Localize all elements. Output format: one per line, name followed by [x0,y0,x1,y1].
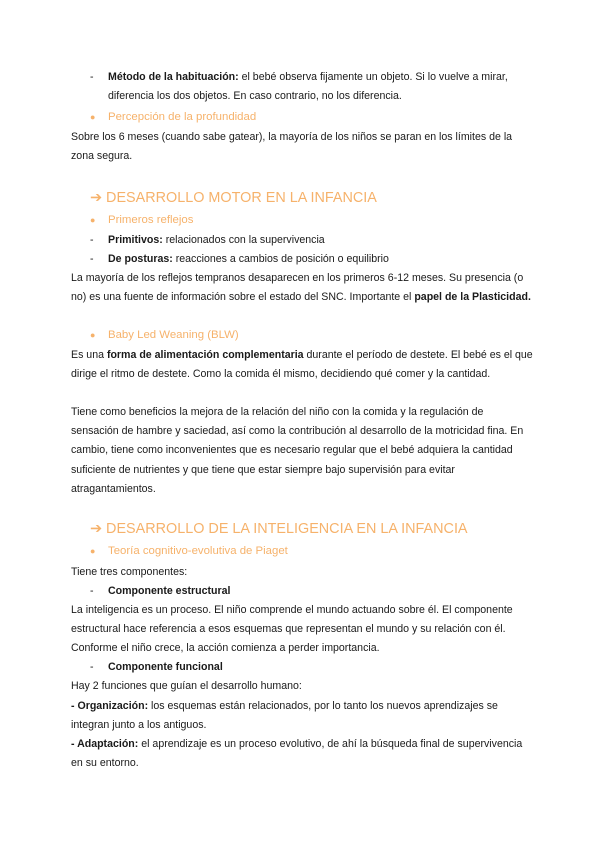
intel-heading: ➔ DESARROLLO DE LA INTELIGENCIA EN LA INFANCIA [90,521,468,537]
reflex-text: La mayoría de los reflejos tempranos desaparecen en los primeros 6-12 meses. Su presencia (o no) es una fuente de información sobre el estado del SNC. Importante el [71,272,524,304]
habituation-text: el bebé observa fijamente un objeto. Si lo vuelve a mirar, diferencia los dos objetos. En caso contrario, no los diferencia. [108,71,508,103]
component-functional-label [108,658,533,677]
blw-pre: Es una [71,349,107,361]
component-structural-label [108,582,533,601]
reflex-paragraph [71,269,533,307]
organization-paragraph [71,697,533,735]
blw-paragraph [71,346,533,384]
depth-paragraph: Sobre los 6 meses (cuando sabe gatear), la mayoría de los niños se paran en los límites de la zona segura. [71,131,513,163]
blw-bold: forma de alimentación complementaria [106,349,304,361]
organization-label: - Organización: [71,700,149,712]
bullet-icon: ● [90,330,96,340]
component-structural-text: La inteligencia es un proceso. El niño comprende el mundo actuando sobre él. El componente estructural hace referencia a esos esquemas que representan el mundo y su relación con él. Conforme el niño crece, la acción comienza a perder importancia. [71,604,513,655]
functions-intro: Hay 2 funciones que guían el desarrollo humano: [71,680,302,692]
blw-subtitle: Baby Led Weaning (BLW) [108,329,239,341]
motor-heading: ➔ DESARROLLO MOTOR EN LA INFANCIA [90,190,377,206]
list-dash: - [90,661,94,673]
reflex-bold: papel de la Plasticidad. [414,291,531,304]
blw-paragraph-2: Tiene como beneficios la mejora de la relación del niño con la comida y la regulación de sensación de hambre y saciedad, así como la contribución al desarrollo de la motricidad fina. En cambio, tiene como inconvenientes que es necesario regular que el bebé adquiera la cantidad suficiente de nutrientes y que tiene que estar siempre bajo supervisión para evitar atragantamientos. [71,406,524,495]
reflexes-subtitle: Primeros reflejos [108,214,194,226]
piaget-subtitle: Teoría cognitivo-evolutiva de Piaget [108,545,288,557]
intel-intro: Tiene tres componentes: [71,566,188,578]
reflex-item-label: Primitivos: [108,234,163,246]
list-dash: - [90,253,94,265]
reflex-item [108,250,533,269]
adaptation-paragraph [71,735,533,773]
list-dash: - [90,585,94,597]
list-dash: - [90,234,94,246]
reflex-item-text: relacionados con la supervivencia [162,234,325,246]
bullet-icon: ● [90,215,96,225]
list-dash: - [90,71,94,83]
adaptation-label: - Adaptación: [71,738,139,750]
blw-post: durante el período de destete. El bebé es el que dirige el ritmo de destete. Como la comida él mismo, decidiendo qué comer y la cantidad. [71,349,533,381]
reflex-item-label: De posturas: [108,253,173,265]
organization-text: los esquemas están relacionados, por lo tanto los nuevos aprendizajes se integran junto a los antiguos. [71,700,498,732]
reflex-item [108,231,533,250]
habituation-item [108,68,533,106]
depth-subtitle: Percepción de la profundidad [108,111,257,123]
adaptation-text: el aprendizaje es un proceso evolutivo, de ahí la búsqueda final de supervivencia en su entorno. [71,738,523,770]
bullet-icon: ● [90,546,96,556]
bullet-icon: ● [90,112,96,122]
habituation-label: Método de la habituación: [108,71,239,83]
reflex-item-text: reacciones a cambios de posición o equilibrio [172,253,389,265]
component-structural-title: Componente estructural [108,585,231,597]
component-functional-title: Componente funcional [108,661,223,673]
